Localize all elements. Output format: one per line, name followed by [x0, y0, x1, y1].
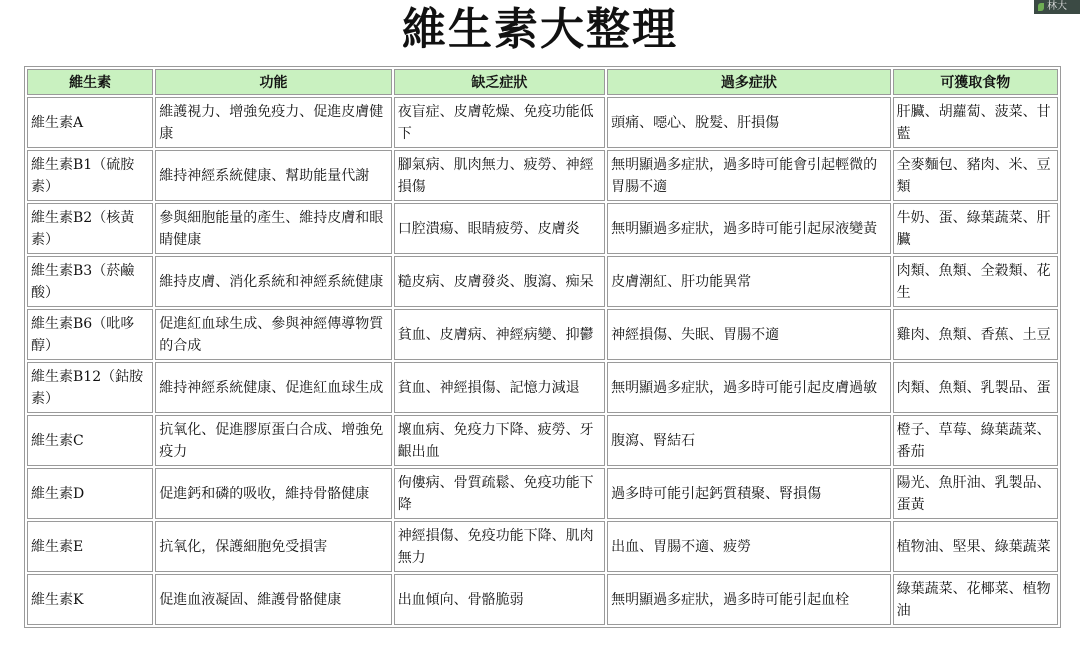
table-row — [27, 574, 1058, 625]
food-cell: 綠葉蔬菜、花椰菜、植物油 — [893, 574, 1058, 625]
deficiency-cell: 貧血、皮膚病、神經病變、抑鬱 — [394, 309, 605, 360]
food-cell: 全麥麵包、豬肉、米、豆類 — [893, 150, 1058, 201]
excess-cell: 皮膚潮紅、肝功能異常 — [607, 256, 891, 307]
excess-cell: 過多時可能引起鈣質積聚、腎損傷 — [607, 468, 891, 519]
food-cell: 橙子、草莓、綠葉蔬菜、番茄 — [893, 415, 1058, 466]
function-cell: 促進鈣和磷的吸收，維持骨骼健康 — [155, 468, 391, 519]
function-cell: 維護視力、增強免疫力、促進皮膚健康 — [155, 97, 391, 148]
food-cell: 肉類、魚類、全穀類、花生 — [893, 256, 1058, 307]
function-cell: 促進血液凝固、維護骨骼健康 — [155, 574, 391, 625]
vitamin-table — [24, 66, 1061, 628]
vitamin-name-cell: 維生素B6（吡哆醇） — [27, 309, 153, 360]
header-function: 功能 — [155, 69, 391, 95]
table-body — [27, 97, 1058, 625]
deficiency-cell: 神經損傷、免疫功能下降、肌肉無力 — [394, 521, 605, 572]
table-row — [27, 150, 1058, 201]
food-cell: 肉類、魚類、乳製品、蛋 — [893, 362, 1058, 413]
header-row — [27, 69, 1058, 95]
excess-cell: 腹瀉、腎結石 — [607, 415, 891, 466]
table-row — [27, 468, 1058, 519]
deficiency-cell: 佝僂病、骨質疏鬆、免疫功能下降 — [394, 468, 605, 519]
deficiency-cell: 出血傾向、骨骼脆弱 — [394, 574, 605, 625]
vitamin-name-cell: 維生素A — [27, 97, 153, 148]
table-row — [27, 309, 1058, 360]
excess-cell: 頭痛、噁心、脫髮、肝損傷 — [607, 97, 891, 148]
food-cell: 植物油、堅果、綠葉蔬菜 — [893, 521, 1058, 572]
header-vitamin: 維生素 — [27, 69, 153, 95]
deficiency-cell: 糙皮病、皮膚發炎、腹瀉、痴呆 — [394, 256, 605, 307]
vitamin-name-cell: 維生素E — [27, 521, 153, 572]
table-row — [27, 256, 1058, 307]
table-row — [27, 415, 1058, 466]
excess-cell: 出血、胃腸不適、疲勞 — [607, 521, 891, 572]
function-cell: 維持神經系統健康、幫助能量代謝 — [155, 150, 391, 201]
deficiency-cell: 口腔潰瘍、眼睛疲勞、皮膚炎 — [394, 203, 605, 254]
vitamin-name-cell: 維生素B2（核黃素） — [27, 203, 153, 254]
deficiency-cell: 貧血、神經損傷、記憶力減退 — [394, 362, 605, 413]
excess-cell: 無明顯過多症狀，過多時可能引起血栓 — [607, 574, 891, 625]
vitamin-name-cell: 維生素K — [27, 574, 153, 625]
page-title: 維生素大整理 — [402, 4, 678, 55]
header-deficiency: 缺乏症狀 — [394, 69, 605, 95]
deficiency-cell: 腳氣病、肌肉無力、疲勞、神經損傷 — [394, 150, 605, 201]
presenter-badge — [1034, 0, 1080, 14]
excess-cell: 無明顯過多症狀，過多時可能引起皮膚過敏 — [607, 362, 891, 413]
function-cell: 維持神經系統健康、促進紅血球生成 — [155, 362, 391, 413]
food-cell: 肝臟、胡蘿蔔、菠菜、甘藍 — [893, 97, 1058, 148]
leaf-icon — [1038, 3, 1044, 11]
header-food: 可獲取食物 — [893, 69, 1058, 95]
excess-cell: 無明顯過多症狀，過多時可能會引起輕微的胃腸不適 — [607, 150, 891, 201]
function-cell: 維持皮膚、消化系統和神經系統健康 — [155, 256, 391, 307]
vitamin-name-cell: 維生素C — [27, 415, 153, 466]
function-cell: 抗氧化，保護細胞免受損害 — [155, 521, 391, 572]
excess-cell: 無明顯過多症狀，過多時可能引起尿液變黃 — [607, 203, 891, 254]
vitamin-name-cell: 維生素B12（鈷胺素） — [27, 362, 153, 413]
function-cell: 參與細胞能量的產生、維持皮膚和眼睛健康 — [155, 203, 391, 254]
vitamin-name-cell: 維生素B1（硫胺素） — [27, 150, 153, 201]
vitamin-name-cell: 維生素D — [27, 468, 153, 519]
vitamin-name-cell: 維生素B3（菸鹼酸） — [27, 256, 153, 307]
table-row — [27, 521, 1058, 572]
function-cell: 抗氧化、促進膠原蛋白合成、增強免疫力 — [155, 415, 391, 466]
food-cell: 陽光、魚肝油、乳製品、蛋黃 — [893, 468, 1058, 519]
table-row — [27, 97, 1058, 148]
food-cell: 牛奶、蛋、綠葉蔬菜、肝臟 — [893, 203, 1058, 254]
table-row — [27, 362, 1058, 413]
table-row — [27, 203, 1058, 254]
food-cell: 雞肉、魚類、香蕉、土豆 — [893, 309, 1058, 360]
deficiency-cell: 壞血病、免疫力下降、疲勞、牙齦出血 — [394, 415, 605, 466]
header-excess: 過多症狀 — [607, 69, 891, 95]
deficiency-cell: 夜盲症、皮膚乾燥、免疫功能低下 — [394, 97, 605, 148]
presenter-name: 林大 — [1047, 1, 1067, 12]
excess-cell: 神經損傷、失眠、胃腸不適 — [607, 309, 891, 360]
function-cell: 促進紅血球生成、參與神經傳導物質的合成 — [155, 309, 391, 360]
